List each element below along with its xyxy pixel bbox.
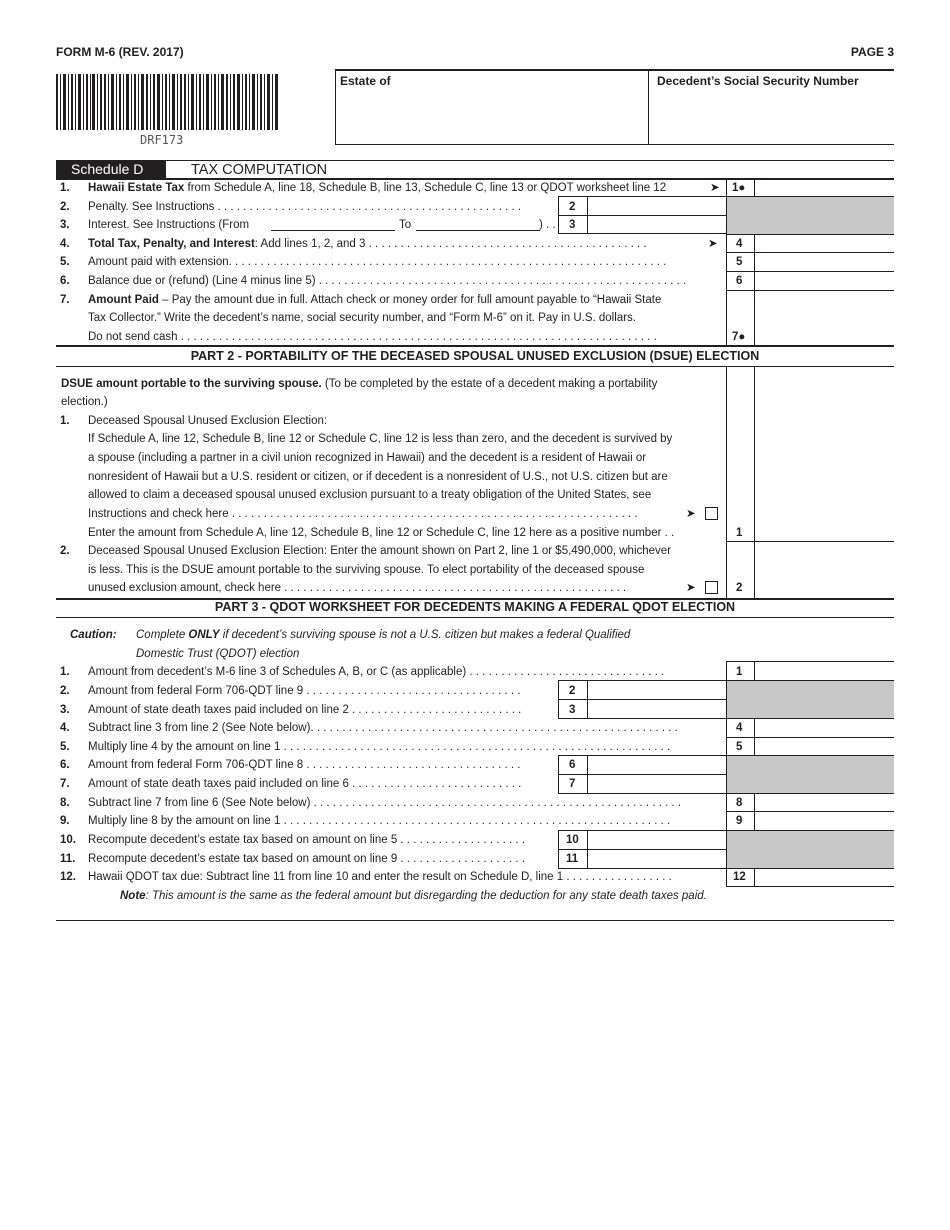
qdot-line-8: Subtract line 7 from line 6 (See Note below) . . . . . . . . . . . . . . . . . . . . . . . . . . . . . . . . . . . . . . . . . . . . . . . . . . . . . . . . . . [88,797,682,809]
interest-from-date[interactable] [271,217,395,230]
dsue-line-2-input[interactable] [755,542,894,598]
sched-d-line-6-input[interactable] [755,272,894,289]
dsue-election-2-checkbox[interactable] [705,581,718,594]
caution-label: Caution: [70,629,117,641]
shaded-area [727,756,894,793]
sched-d-line-7: Amount Paid – Pay the amount due in full. Attach check or money order for full amount payable to “Hawaii State [88,294,662,306]
shaded-area [727,681,894,718]
part-3-title: PART 3 - QDOT WORKSHEET FOR DECEDENTS MAKING A FEDERAL QDOT ELECTION [214,600,736,614]
sched-d-line-2-input[interactable] [588,197,726,214]
qdot-line-9-input[interactable] [755,812,894,830]
barcode [56,74,280,130]
qdot-line-12: Hawaii QDOT tax due: Subtract line 11 from line 10 and enter the result on Schedule D, line 1 . . . . . . . . . . . . . . . . . [88,871,672,883]
qdot-line-11-input[interactable] [588,850,726,868]
arrow-icon: ➤ [686,582,696,594]
qdot-line-9: Multiply line 8 by the amount on line 1 . . . . . . . . . . . . . . . . . . . . . . . . . . . . . . . . . . . . . . . . . . . . . . . . . . . . . . . . . . . . . [88,815,671,827]
schedule-d-title: TAX COMPUTATION [191,162,328,178]
qdot-line-2: Amount from federal Form 706-QDT line 9 . . . . . . . . . . . . . . . . . . . . . . . . . . . . . . . . . . [88,685,521,697]
estate-name-field[interactable] [337,92,647,143]
estate-label: Estate of [340,74,391,88]
dsue-election-1-checkbox[interactable] [705,507,718,520]
form-id: FORM M-6 (REV. 2017) [56,45,184,59]
sched-d-line-3-input[interactable] [588,216,726,233]
sched-d-line-6: Balance due or (refund) (Line 4 minus line 5) . . . . . . . . . . . . . . . . . . . . . . . . . . . . . . . . . . . . . . . . . . . . . . . . . . . . . . . . . . [88,275,687,287]
qdot-line-11: Recompute decedent’s estate tax based on amount on line 9 . . . . . . . . . . . . . . . . . . . . [88,853,526,865]
ssn-label: Decedent’s Social Security Number [657,74,859,88]
dsue-intro: DSUE amount portable to the surviving spouse. (To be completed by the estate of a decedent making a portability [61,378,658,390]
sched-d-line-1: Hawaii Estate Tax from Schedule A, line 18, Schedule B, line 13, Schedule C, line 13 or QDOT worksheet line 12 [88,182,667,194]
sched-d-line-2: Penalty. See Instructions . . . . . . . . . . . . . . . . . . . . . . . . . . . . . . . . . . . . . . . . . . . . . . . . [88,201,522,213]
sched-d-line-4: Total Tax, Penalty, and Interest: Add lines 1, 2, and 3 . . . . . . . . . . . . . . . . . . . . . . . . . . . . . . . . . . . . . . . . . . . . [88,238,647,250]
qdot-line-7-input[interactable] [588,775,726,793]
sched-d-line-5: Amount paid with extension. . . . . . . . . . . . . . . . . . . . . . . . . . . . . . . . . . . . . . . . . . . . . . . . . . . . . . . . . . . . . . . . . . . . . [88,256,667,268]
part-2-title: PART 2 - PORTABILITY OF THE DECEASED SPOUSAL UNUSED EXCLUSION (DSUE) ELECTION [190,349,760,363]
qdot-line-2-input[interactable] [588,681,726,699]
qdot-line-10-input[interactable] [588,831,726,849]
qdot-note: Note: This amount is the same as the federal amount but disregarding the deduction for any state death taxes paid. [120,890,707,902]
qdot-line-5: Multiply line 4 by the amount on line 1 . . . . . . . . . . . . . . . . . . . . . . . . . . . . . . . . . . . . . . . . . . . . . . . . . . . . . . . . . . . . . [88,741,671,753]
dsue-line-1-input[interactable] [755,367,894,541]
qdot-line-6-input[interactable] [588,756,726,774]
shaded-area [727,197,894,234]
arrow-icon: ➤ [686,508,696,520]
arrow-icon: ➤ [710,182,720,194]
qdot-line-1-input[interactable] [755,662,894,680]
qdot-line-12-input[interactable] [755,869,894,886]
ssn-field[interactable] [650,92,894,143]
sched-d-line-5-input[interactable] [755,253,894,270]
sched-d-line-7-input[interactable] [755,291,894,345]
interest-to-date[interactable] [416,217,540,230]
sched-d-line-1-input[interactable] [755,179,894,196]
qdot-line-3: Amount of state death taxes paid included on line 2 . . . . . . . . . . . . . . . . . . . . . . . . . . . [88,704,522,716]
qdot-line-1: Amount from decedent’s M-6 line 3 of Schedules A, B, or C (as applicable) . . . . . . . . . . . . . . . . . . . . . . . . . . . . . . . [88,666,665,678]
qdot-line-6: Amount from federal Form 706-QDT line 8 . . . . . . . . . . . . . . . . . . . . . . . . . . . . . . . . . . [88,759,521,771]
sched-d-line-4-input[interactable] [755,235,894,252]
qdot-line-8-input[interactable] [755,794,894,811]
schedule-d-tag: Schedule D [56,160,166,178]
qdot-line-4: Subtract line 3 from line 2 (See Note below). . . . . . . . . . . . . . . . . . . . . . . . . . . . . . . . . . . . . . . . . . . . . . . . . . . . . . . . . . [88,722,678,734]
caution-text: Complete ONLY if decedent’s surviving spouse is not a U.S. citizen but makes a federal Qualified [136,629,631,641]
arrow-icon: ➤ [708,238,718,250]
qdot-line-4-input[interactable] [755,719,894,737]
qdot-line-3-input[interactable] [588,700,726,718]
qdot-line-7: Amount of state death taxes paid included on line 6 . . . . . . . . . . . . . . . . . . . . . . . . . . . [88,778,522,790]
qdot-line-5-input[interactable] [755,738,894,755]
qdot-line-10: Recompute decedent’s estate tax based on amount on line 5 . . . . . . . . . . . . . . . . . . . . [88,834,526,846]
barcode-text: DRF173 [140,133,184,147]
shaded-area [727,831,894,868]
page-number: PAGE 3 [850,45,894,59]
